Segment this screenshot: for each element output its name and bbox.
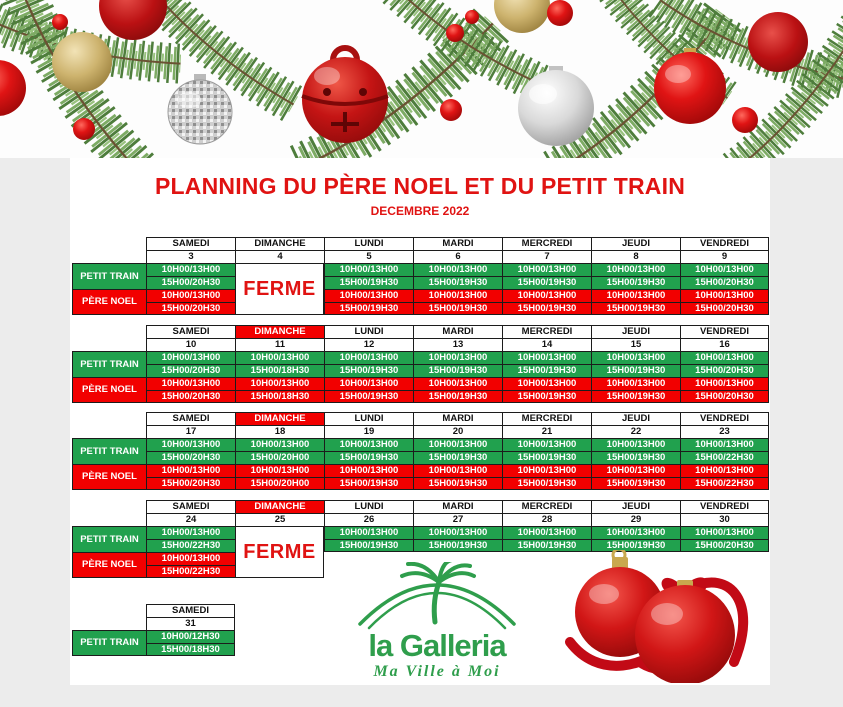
week-table-5 bbox=[72, 604, 235, 682]
day-header: VENDREDI bbox=[680, 500, 769, 513]
planning-poster bbox=[70, 158, 770, 685]
pere-noel-hours: 10H00/13H00 bbox=[324, 377, 413, 390]
petit-train-hours: 10H00/13H00 bbox=[146, 438, 235, 451]
red-berry-icon bbox=[446, 24, 464, 42]
petit-train-hours: 15H00/19H30 bbox=[413, 539, 502, 552]
day-header: SAMEDI bbox=[146, 500, 235, 513]
logo-tagline: Ma Ville à Moi bbox=[373, 663, 501, 680]
red-glitter-bauble-icon bbox=[99, 0, 167, 40]
day-date: 7 bbox=[502, 250, 591, 263]
day-header: MARDI bbox=[413, 325, 502, 338]
petit-train-hours: 10H00/13H00 bbox=[680, 263, 769, 276]
small-red-bauble-icon bbox=[73, 118, 95, 140]
pere-noel-hours: 15H00/19H30 bbox=[502, 302, 591, 315]
day-date: 6 bbox=[413, 250, 502, 263]
pere-noel-hours: 10H00/13H00 bbox=[146, 289, 235, 302]
row-label-petit-train: PETIT TRAIN bbox=[72, 351, 146, 377]
day-date: 12 bbox=[324, 338, 413, 351]
petit-train-hours: 10H00/13H00 bbox=[413, 438, 502, 451]
pere-noel-hours: 15H00/19H30 bbox=[324, 390, 413, 403]
day-date: 19 bbox=[324, 425, 413, 438]
row-label-petit-train: PETIT TRAIN bbox=[72, 630, 146, 656]
day-header: MARDI bbox=[413, 237, 502, 250]
day-date: 15 bbox=[591, 338, 680, 351]
petit-train-hours: 10H00/13H00 bbox=[146, 263, 235, 276]
pere-noel-hours: 15H00/19H30 bbox=[502, 477, 591, 490]
day-header: MARDI bbox=[413, 412, 502, 425]
pere-noel-hours: 10H00/13H00 bbox=[413, 464, 502, 477]
week-table-3 bbox=[72, 412, 769, 490]
day-date: 10 bbox=[146, 338, 235, 351]
petit-train-hours: 15H00/19H30 bbox=[324, 451, 413, 464]
pere-noel-hours: 15H00/20H30 bbox=[146, 477, 235, 490]
pere-noel-hours: 10H00/13H00 bbox=[591, 464, 680, 477]
petit-train-hours: 15H00/19H30 bbox=[324, 276, 413, 289]
palm-tree-icon bbox=[360, 562, 514, 628]
day-date: 29 bbox=[591, 513, 680, 526]
pere-noel-hours: 10H00/13H00 bbox=[591, 289, 680, 302]
pere-noel-hours: 15H00/20H30 bbox=[146, 302, 235, 315]
petit-train-hours: 10H00/13H00 bbox=[146, 526, 235, 539]
petit-train-hours: 10H00/13H00 bbox=[591, 526, 680, 539]
petit-train-hours: 15H00/19H30 bbox=[324, 364, 413, 377]
pere-noel-hours: 10H00/13H00 bbox=[591, 377, 680, 390]
day-header: VENDREDI bbox=[680, 325, 769, 338]
row-label-pere-noel: PÈRE NOEL bbox=[72, 289, 146, 315]
disco-ball-icon bbox=[168, 74, 232, 144]
day-header: JEUDI bbox=[591, 237, 680, 250]
red-berry-icon bbox=[465, 10, 479, 24]
day-header: DIMANCHE bbox=[235, 325, 324, 338]
day-header: MERCREDI bbox=[502, 325, 591, 338]
closed-cell: FERME bbox=[235, 263, 324, 315]
pere-noel-hours: 10H00/13H00 bbox=[146, 464, 235, 477]
pere-noel-hours: 10H00/13H00 bbox=[502, 377, 591, 390]
pere-noel-hours: 10H00/13H00 bbox=[680, 377, 769, 390]
petit-train-hours: 10H00/13H00 bbox=[680, 351, 769, 364]
week-table-2 bbox=[72, 325, 769, 403]
petit-train-hours: 10H00/13H00 bbox=[413, 351, 502, 364]
petit-train-hours: 15H00/20H30 bbox=[146, 451, 235, 464]
day-header: JEUDI bbox=[591, 500, 680, 513]
pere-noel-hours: 10H00/13H00 bbox=[146, 552, 235, 565]
day-header: LUNDI bbox=[324, 500, 413, 513]
red-glitter-bauble-icon bbox=[748, 12, 808, 72]
row-label-pere-noel: PÈRE NOEL bbox=[72, 377, 146, 403]
pere-noel-hours: 15H00/22H30 bbox=[146, 565, 235, 578]
gold-glitter-bauble-icon bbox=[494, 0, 550, 33]
petit-train-hours: 15H00/19H30 bbox=[591, 539, 680, 552]
petit-train-hours: 10H00/12H30 bbox=[146, 630, 235, 643]
pere-noel-hours: 15H00/19H30 bbox=[324, 477, 413, 490]
day-date: 23 bbox=[680, 425, 769, 438]
petit-train-hours: 15H00/20H00 bbox=[235, 451, 324, 464]
day-date: 9 bbox=[680, 250, 769, 263]
petit-train-hours: 15H00/20H30 bbox=[680, 539, 769, 552]
day-header: JEUDI bbox=[591, 325, 680, 338]
day-header: SAMEDI bbox=[146, 604, 235, 617]
petit-train-hours: 10H00/13H00 bbox=[324, 438, 413, 451]
christmas-decoration-band bbox=[0, 0, 843, 158]
pere-noel-hours: 10H00/13H00 bbox=[235, 464, 324, 477]
day-date: 18 bbox=[235, 425, 324, 438]
la-galleria-logo bbox=[350, 562, 525, 680]
petit-train-hours: 15H00/22H30 bbox=[146, 539, 235, 552]
pere-noel-hours: 15H00/20H30 bbox=[680, 390, 769, 403]
pere-noel-hours: 10H00/13H00 bbox=[324, 289, 413, 302]
petit-train-hours: 10H00/13H00 bbox=[502, 526, 591, 539]
pere-noel-hours: 10H00/13H00 bbox=[413, 377, 502, 390]
petit-train-hours: 15H00/20H30 bbox=[146, 276, 235, 289]
pere-noel-hours: 15H00/18H30 bbox=[235, 390, 324, 403]
petit-train-hours: 15H00/19H30 bbox=[413, 364, 502, 377]
petit-train-hours: 15H00/19H30 bbox=[502, 364, 591, 377]
page-title: PLANNING DU PÈRE NOEL ET DU PETIT TRAIN bbox=[154, 173, 686, 199]
petit-train-hours: 15H00/22H30 bbox=[680, 451, 769, 464]
petit-train-hours: 10H00/13H00 bbox=[324, 263, 413, 276]
petit-train-hours: 15H00/19H30 bbox=[324, 539, 413, 552]
day-date: 11 bbox=[235, 338, 324, 351]
petit-train-hours: 15H00/19H30 bbox=[591, 364, 680, 377]
pere-noel-hours: 15H00/19H30 bbox=[591, 477, 680, 490]
pere-noel-hours: 15H00/19H30 bbox=[413, 477, 502, 490]
petit-train-hours: 10H00/13H00 bbox=[591, 351, 680, 364]
day-header: MARDI bbox=[413, 500, 502, 513]
pere-noel-hours: 10H00/13H00 bbox=[146, 377, 235, 390]
decoration-graphic bbox=[0, 0, 843, 158]
petit-train-hours: 10H00/13H00 bbox=[591, 263, 680, 276]
pere-noel-hours: 15H00/19H30 bbox=[591, 302, 680, 315]
logo-graphic bbox=[350, 562, 525, 680]
pere-noel-hours: 15H00/19H30 bbox=[413, 390, 502, 403]
day-header: MERCREDI bbox=[502, 237, 591, 250]
day-date: 30 bbox=[680, 513, 769, 526]
day-header: SAMEDI bbox=[146, 325, 235, 338]
pere-noel-hours: 15H00/19H30 bbox=[413, 302, 502, 315]
day-date: 14 bbox=[502, 338, 591, 351]
petit-train-hours: 15H00/19H30 bbox=[413, 451, 502, 464]
pere-noel-hours: 10H00/13H00 bbox=[502, 464, 591, 477]
pere-noel-hours: 15H00/20H30 bbox=[680, 302, 769, 315]
day-header: MERCREDI bbox=[502, 500, 591, 513]
day-header: VENDREDI bbox=[680, 237, 769, 250]
red-baubles-decoration bbox=[562, 550, 770, 683]
day-header: DIMANCHE bbox=[235, 500, 324, 513]
small-red-bauble-icon bbox=[547, 0, 573, 26]
petit-train-hours: 10H00/13H00 bbox=[591, 438, 680, 451]
day-date: 27 bbox=[413, 513, 502, 526]
day-header: LUNDI bbox=[324, 412, 413, 425]
red-berry-icon bbox=[52, 14, 68, 30]
small-red-bauble-icon bbox=[440, 99, 462, 121]
day-header: DIMANCHE bbox=[235, 237, 324, 250]
petit-train-hours: 15H00/19H30 bbox=[502, 451, 591, 464]
petit-train-hours: 15H00/18H30 bbox=[235, 364, 324, 377]
petit-train-hours: 10H00/13H00 bbox=[680, 526, 769, 539]
day-date: 24 bbox=[146, 513, 235, 526]
closed-cell: FERME bbox=[235, 526, 324, 578]
day-date: 8 bbox=[591, 250, 680, 263]
day-date: 22 bbox=[591, 425, 680, 438]
day-header: MERCREDI bbox=[502, 412, 591, 425]
petit-train-hours: 15H00/19H30 bbox=[591, 451, 680, 464]
row-label-pere-noel: PÈRE NOEL bbox=[72, 464, 146, 490]
petit-train-hours: 10H00/13H00 bbox=[235, 438, 324, 451]
petit-train-hours: 15H00/19H30 bbox=[502, 276, 591, 289]
row-label-pere-noel: PÈRE NOEL bbox=[72, 552, 146, 578]
row-label-petit-train: PETIT TRAIN bbox=[72, 438, 146, 464]
day-date: 25 bbox=[235, 513, 324, 526]
red-bauble-icon bbox=[0, 60, 26, 116]
pere-noel-hours: 15H00/19H30 bbox=[324, 302, 413, 315]
petit-train-hours: 10H00/13H00 bbox=[680, 438, 769, 451]
pere-noel-hours: 10H00/13H00 bbox=[680, 464, 769, 477]
pere-noel-hours: 10H00/13H00 bbox=[235, 377, 324, 390]
day-date: 26 bbox=[324, 513, 413, 526]
baubles-graphic bbox=[562, 550, 770, 683]
day-date: 28 bbox=[502, 513, 591, 526]
red-bauble-icon bbox=[654, 48, 726, 124]
day-header: DIMANCHE bbox=[235, 412, 324, 425]
day-date: 3 bbox=[146, 250, 235, 263]
gold-glitter-bauble-icon bbox=[52, 32, 112, 92]
page-subtitle: DECEMBRE 2022 bbox=[370, 204, 470, 218]
petit-train-hours: 15H00/19H30 bbox=[502, 539, 591, 552]
petit-train-hours: 10H00/13H00 bbox=[413, 526, 502, 539]
pere-noel-hours: 15H00/20H30 bbox=[146, 390, 235, 403]
pere-noel-hours: 15H00/19H30 bbox=[502, 390, 591, 403]
day-date: 13 bbox=[413, 338, 502, 351]
petit-train-hours: 15H00/20H30 bbox=[146, 364, 235, 377]
day-date: 20 bbox=[413, 425, 502, 438]
petit-train-hours: 15H00/19H30 bbox=[591, 276, 680, 289]
pere-noel-hours: 15H00/22H30 bbox=[680, 477, 769, 490]
pere-noel-hours: 15H00/19H30 bbox=[591, 390, 680, 403]
pere-noel-hours: 10H00/13H00 bbox=[680, 289, 769, 302]
pere-noel-hours: 10H00/13H00 bbox=[413, 289, 502, 302]
pere-noel-hours: 10H00/13H00 bbox=[502, 289, 591, 302]
day-date: 5 bbox=[324, 250, 413, 263]
petit-train-hours: 10H00/13H00 bbox=[324, 526, 413, 539]
petit-train-hours: 15H00/20H30 bbox=[680, 364, 769, 377]
day-date: 4 bbox=[235, 250, 324, 263]
petit-train-hours: 10H00/13H00 bbox=[324, 351, 413, 364]
day-date: 17 bbox=[146, 425, 235, 438]
week-table-1 bbox=[72, 237, 769, 315]
petit-train-hours: 10H00/13H00 bbox=[146, 351, 235, 364]
day-header: JEUDI bbox=[591, 412, 680, 425]
day-header: LUNDI bbox=[324, 237, 413, 250]
jingle-bell-icon bbox=[302, 48, 388, 143]
petit-train-hours: 15H00/18H30 bbox=[146, 643, 235, 656]
small-red-bauble-icon bbox=[732, 107, 758, 133]
petit-train-hours: 10H00/13H00 bbox=[413, 263, 502, 276]
day-date: 16 bbox=[680, 338, 769, 351]
day-header: SAMEDI bbox=[146, 237, 235, 250]
day-header: VENDREDI bbox=[680, 412, 769, 425]
petit-train-hours: 10H00/13H00 bbox=[502, 263, 591, 276]
petit-train-hours: 15H00/20H30 bbox=[680, 276, 769, 289]
row-label-petit-train: PETIT TRAIN bbox=[72, 263, 146, 289]
logo-name: la Galleria bbox=[368, 628, 506, 663]
petit-train-hours: 10H00/13H00 bbox=[502, 438, 591, 451]
day-date: 31 bbox=[146, 617, 235, 630]
petit-train-hours: 15H00/19H30 bbox=[413, 276, 502, 289]
pere-noel-hours: 15H00/20H00 bbox=[235, 477, 324, 490]
day-date: 21 bbox=[502, 425, 591, 438]
petit-train-hours: 10H00/13H00 bbox=[235, 351, 324, 364]
row-label-petit-train: PETIT TRAIN bbox=[72, 526, 146, 552]
petit-train-hours: 10H00/13H00 bbox=[502, 351, 591, 364]
pere-noel-hours: 10H00/13H00 bbox=[324, 464, 413, 477]
day-header: SAMEDI bbox=[146, 412, 235, 425]
day-header: LUNDI bbox=[324, 325, 413, 338]
